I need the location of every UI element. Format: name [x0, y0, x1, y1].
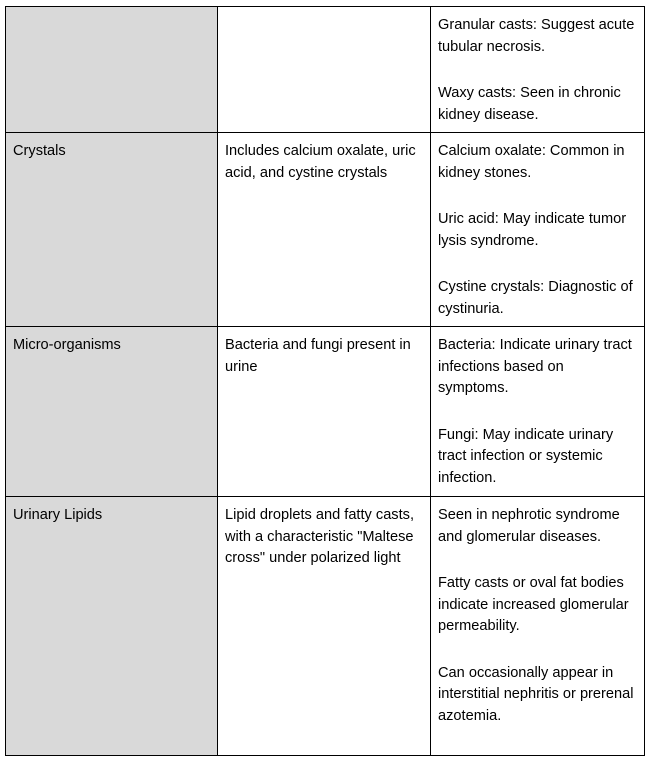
notes-cell	[431, 327, 645, 497]
description-cell	[218, 133, 431, 327]
note-paragraph: Fatty casts or oval fat bodies indicate increased glomerular permeability.	[438, 575, 629, 634]
note-paragraph: Calcium oxalate: Common in kidney stones.	[438, 143, 625, 181]
row-label: Urinary Lipids	[13, 507, 103, 523]
row-description: Includes calcium oxalate, uric acid, and cystine crystals	[225, 143, 416, 181]
note-paragraph: Bacteria: Indicate urinary tract infections based on symptoms.	[438, 337, 632, 396]
description-cell	[218, 7, 431, 133]
row-description: Lipid droplets and fatty casts, with a characteristic "Maltese cross" under polarized light	[225, 507, 415, 566]
table-row	[6, 327, 645, 497]
description-cell	[218, 327, 431, 497]
row-label: Micro-organisms	[13, 337, 121, 353]
urinalysis-findings-table	[5, 6, 645, 756]
note-paragraph: Uric acid: May indicate tumor lysis syndrome.	[438, 211, 627, 249]
table-row	[6, 133, 645, 327]
notes-cell	[431, 7, 645, 133]
note-paragraph: Granular casts: Suggest acute tubular necrosis.	[438, 17, 635, 55]
note-paragraph: Fungi: May indicate urinary tract infection or systemic infection.	[438, 426, 614, 486]
description-cell	[218, 497, 431, 756]
row-label: Crystals	[13, 143, 66, 159]
row-label-cell	[6, 497, 218, 756]
table-row	[6, 7, 645, 133]
row-label-cell	[6, 7, 218, 133]
note-paragraph: Seen in nephrotic syndrome and glomerular diseases.	[438, 507, 620, 545]
note-paragraph: Cystine crystals: Diagnostic of cystinuria.	[438, 279, 633, 317]
note-paragraph: Waxy casts: Seen in chronic kidney disease.	[438, 85, 621, 123]
table-row	[6, 497, 645, 756]
row-description: Bacteria and fungi present in urine	[225, 337, 411, 375]
notes-cell	[431, 133, 645, 327]
row-label-cell	[6, 133, 218, 327]
notes-cell	[431, 497, 645, 756]
note-paragraph: Can occasionally appear in interstitial nephritis or prerenal azotemia.	[438, 664, 634, 724]
row-label-cell	[6, 327, 218, 497]
